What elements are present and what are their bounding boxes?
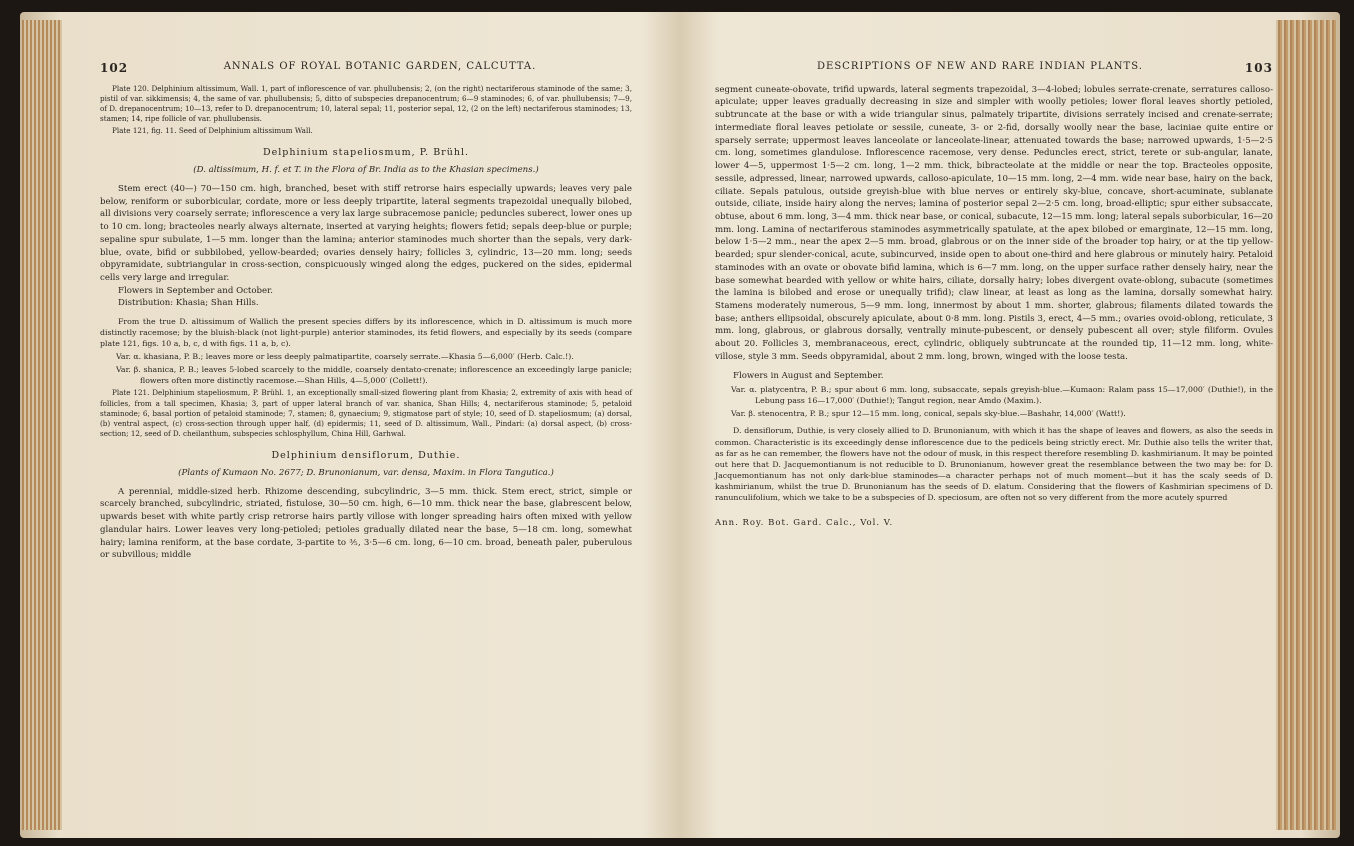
- species-description: Stem erect (40—) 70—150 cm. high, branched, beset with stiff retrorse hairs especially upwards; leaves very pale below, reniform or suborbicular, cordate, more or less deeply tripartite, lateral segments trapezoidal unequally bilobed, all divisions very coarsely serrate; inflorescence a very lax large subracemose panicle; peduncles suberect, lower ones up to 10 cm. long; bracteoles nearly always alternate, inserted at varying heights; flowers fetid; sepals deep-blue or purple; sepaline spur subulate, 1—5 mm. longer than the lamina; anterior staminodes much shorter than the sepals, very dark-blue, ovate, bifid or subbilobed, yellow-bearded; ovaries densely hairy; follicles 3, cylindric, 13—20 mm. long; seeds obpyramidate, subtriangular in cross-section, conspicuously winged along the edges, puckered on the sides, epidermal cells very large and irregular.: [100, 183, 632, 283]
- left-running-head: [100, 60, 632, 78]
- continued-description: segment cuneate-obovate, trifid upwards, lateral segments trapezoidal, 3—4-lobed; lobules serrate-crenate, serratures calloso-apiculate; upper leaves gradually decreasing in size and simpler with woolly petioles; lower floral leaves shortly petioled, subtruncate at the base or with a wide triangular sinus, palmately tripartite, divisions serrately incised and crenate-serrate; intermediate floral leaves petiolate or sessile, cuneate, 3- or 2-fid, dorsally woolly near the base, laciniae quite entire or sparsely serrate; uppermost leaves lanceolate or lanceolate-linear, attenuated towards the base; narrowed upwards, 1·5—2·5 cm. long, sometimes glandulose. Inflorescence racemose, very dense. Peduncles erect, strict, terete or sub-angular, lanate, lower 4—5, uppermost 1·5—2 cm. long, 1—2 mm. thick, bibracteolate at the middle or near the top. Bracteoles opposite, sessile, adpressed, linear, narrowed upwards, calloso-apiculate, 10—15 mm. long, 2—4 mm. wide near base, hairy on the back, ciliate. Sepals patulous, outside greyish-blue with blue nerves or entirely sky-blue, concave, short-acuminate, sublanate outside, ciliate, inside hairy along the nerves; lamina of posterior sepal 2—2·5 cm. long, broad-elliptic; spur either subsaccate, obtuse, about 6 mm. long, 3—4 mm. thick near base, or conical, subacute, 12—15 mm. long; lateral sepals suborbicular, 16—20 mm. long. Lamina of nectariferous staminodes asymmetrically spatulate, at the apex bilobed or emarginate, 12—15 mm. long, below 1·5—2 mm., near the apex 2—5 mm. broad, glabrous or on the inner side of the broader top hairy, or at the tip yellow-bearded; spur slender-conical, acute, subincurved, inside open to about one-third and here glabrous or minutely hairy. Petaloid staminodes with an ovate or obovate bifid lamina, which is 6—7 mm. long, on the upper surface rather densely hairy, near the base somewhat bearded with yellow or white hairs, ciliate, dorsally hairy; lobes divergent ovate-oblong, subacute (sometimes the lamina is bilobed and erose or unequally trifid); claw linear, at least as long as the lamina, dorsally somewhat hairy. Stamens moderately numerous, 5—9 mm. long, innermost by about 1 mm. shorter, glabrous; filaments dilated towards the base; anthers ellipsoidal, obscurely apiculate, about 0·8 mm. long. Pistils 3, erect, 4—5 mm.; ovaries ovoid-oblong, reticulate, 3 mm. long, glabrous, or glabrous dorsally, ventrally minute-pubescent, or densely pubescent all over; style filiform. Ovules about 20. Follicles 3, membranaceous, erect, cylindric, obliquely subtruncate at the rounded tip, 11—12 mm. long, white-villose, style 3 mm. Seeds obpyramidal, about 2 mm. long, brown, winged with the loose testa.: [715, 84, 1273, 362]
- species2-title: Delphinium densiflorum, Duthie.: [271, 449, 461, 461]
- discussion-note: D. densiflorum, Duthie, is very closely allied to D. Brunonianum, with which it has the shape of leaves and flowers, as also the seeds in common. Characteristic is its exceedingly dense inflorescence due to the pedicels being strictly erect. Mr. Duthie also tells the writer that, as far as he can remember, the flowers have not the odour of musk, in this respect therefore resembling D. kashmirianum. It may be pointed out here that D. Jacquemontianum is not reducible to D. Brunonianum, however great the resemblance between the two may be: for D. Jacquemontianum has not only dark-blue staminodes—a character perhaps not of much moment—but it has the scaly seeds of D. kashmirianum, whilst the true D. Brunonianum has the seeds of D. elatum. Considering that the flowers of Kashmirian specimens of D. ranunculifolium, which we take to be a subspecies of D. speciosum, are often not so very different from the more acutely spurred: [715, 426, 1273, 502]
- flowering-time: Flowers in September and October.: [118, 285, 274, 296]
- left-page-number: 102: [100, 61, 129, 75]
- right-page: [715, 60, 1273, 529]
- variety-stenocentra: Var. β. stenocentra, P. B.; spur 12—15 mm. long, conical, sepals sky-blue.—Bashahr, 14,000′ (Watt!).: [731, 409, 1126, 419]
- plate-caption: Plate 121. Delphinium stapeliosmum, P. Brühl. 1, an exceptionally small-sized flowering plant from Khasia; 2, extremity of axis with head of follicles, from a tall specimen, Khasia; 3, part of upper lateral branch of var. shanica, Shan Hills; 4, nectariferous staminode; 5, petaloid staminode; 6, basal portion of petaloid staminode; 7, stamen; 8, gynaecium; 9, stigmatose part of style; 10, seed of D. stapeliosmum; (a) dorsal, (b) ventral aspect, (c) cross-section through upper half, (d) epidermis; 11, seed of D. altissimum, Wall., Pindari: (a) dorsal aspect, (b) cross-section; 12, seed of D. cheilanthum, subspecies schlosphyllum, China Hill, Garhwal.: [100, 388, 632, 438]
- comparison-note: From the true D. altissimum of Wallich the present species differs by its inflorescence, which in D. altissimum is much more distinctly racemose; by the bluish-black (not light-purple) anterior staminodes, its fetid flowers, and especially by its seeds (compare plate 121, figs. 10 a, b, c, d with figs. 11 a, b, c).: [100, 317, 632, 349]
- species-synonym: (D. altissimum, H. f. et T. in the Flora of Br. India as to the Khasian specimens.): [193, 165, 539, 176]
- species2-synonym: (Plants of Kumaon No. 2677; D. Brunonianum, var. densa, Maxim. in Flora Tangutica.): [178, 467, 554, 478]
- right-header-text: DESCRIPTIONS OF NEW AND RARE INDIAN PLANTS.: [817, 61, 1143, 72]
- left-page-edges: [22, 20, 62, 830]
- left-page: [100, 60, 632, 562]
- left-header-text: ANNALS OF ROYAL BOTANIC GARDEN, CALCUTTA.: [223, 61, 537, 72]
- variety-beta: Var. β. shanica, P. B.; leaves 5-lobed scarcely to the middle, coarsely dentato-crenate; inflorescence an exceedingly large panicle; flowers often more distinctly racemose.—Shan Hills, 4—5,000′ (Collett!).: [116, 365, 632, 386]
- variety-platycentra: Var. α. platycentra, P. B.; spur about 6 mm. long, subsaccate, sepals greyish-blue.—Kumaon: Ralam pass 15—17,000′ (Duthie!), in the Lebung pass 16—17,000′ (Duthie!); Tangut region, near Amdo (Maxim.).: [731, 385, 1273, 406]
- page-footer: Ann. Roy. Bot. Gard. Calc., Vol. V.: [715, 517, 894, 528]
- right-page-number: 103: [1244, 61, 1273, 75]
- caption-1: Plate 120. Delphinium altissimum, Wall. 1, part of inflorescence of var. phullubensis; 2, (on the right) nectariferous staminode of the same; 3, pistil of var. sikkimensis; 4, the same of var. phullubensis; 5, ditto of subspecies drepanocentrum; 6—9 staminodes; 6, of var. phullubensis; 7—9, of D. drepanocentrum; 10—13, refer to D. drepanocentrum; 10, lateral sepal; 11, posterior sepal, 12, (2 on the left) nectariferous staminodes; 13, stamen; 14, ripe follicle of var. phullubensis.: [100, 83, 632, 123]
- distribution: Distribution: Khasia; Shan Hills.: [118, 298, 259, 309]
- species-title: Delphinium stapeliosmum, P. Brühl.: [262, 147, 470, 159]
- variety-alpha: Var. α. khasiana, P. B.; leaves more or less deeply palmatipartite, coarsely serrate.—Khasia 5—6,000′ (Herb. Calc.!).: [116, 352, 574, 362]
- right-page-edges: [1276, 20, 1336, 830]
- flowering-time-2: Flowers in August and September.: [733, 370, 884, 381]
- right-running-head: [715, 60, 1273, 78]
- caption-2: Plate 121, fig. 11. Seed of Delphinium altissimum Wall.: [112, 126, 313, 136]
- species2-description: A perennial, middle-sized herb. Rhizome descending, subcylindric, 3—5 mm. thick. Stem erect, strict, simple or scarcely branched, subcylindric, striated, fistulose, 30—50 cm. high, 6—10 mm. thick near the base, glabrescent below, upwards beset with white partly crisp retrorse hairs partly villose with longer spreading hairs often mixed with yellow glandular hairs. Lower leaves very long-petioled; petioles gradually dilated near the base, 5—18 cm. long, somewhat hairy; lamina reniform, at the base cordate, 3-partite to ⅗, 3·5—6 cm. long, 6—10 cm. broad, beneath paler, puberulous or subvillous; middle: [100, 486, 632, 561]
